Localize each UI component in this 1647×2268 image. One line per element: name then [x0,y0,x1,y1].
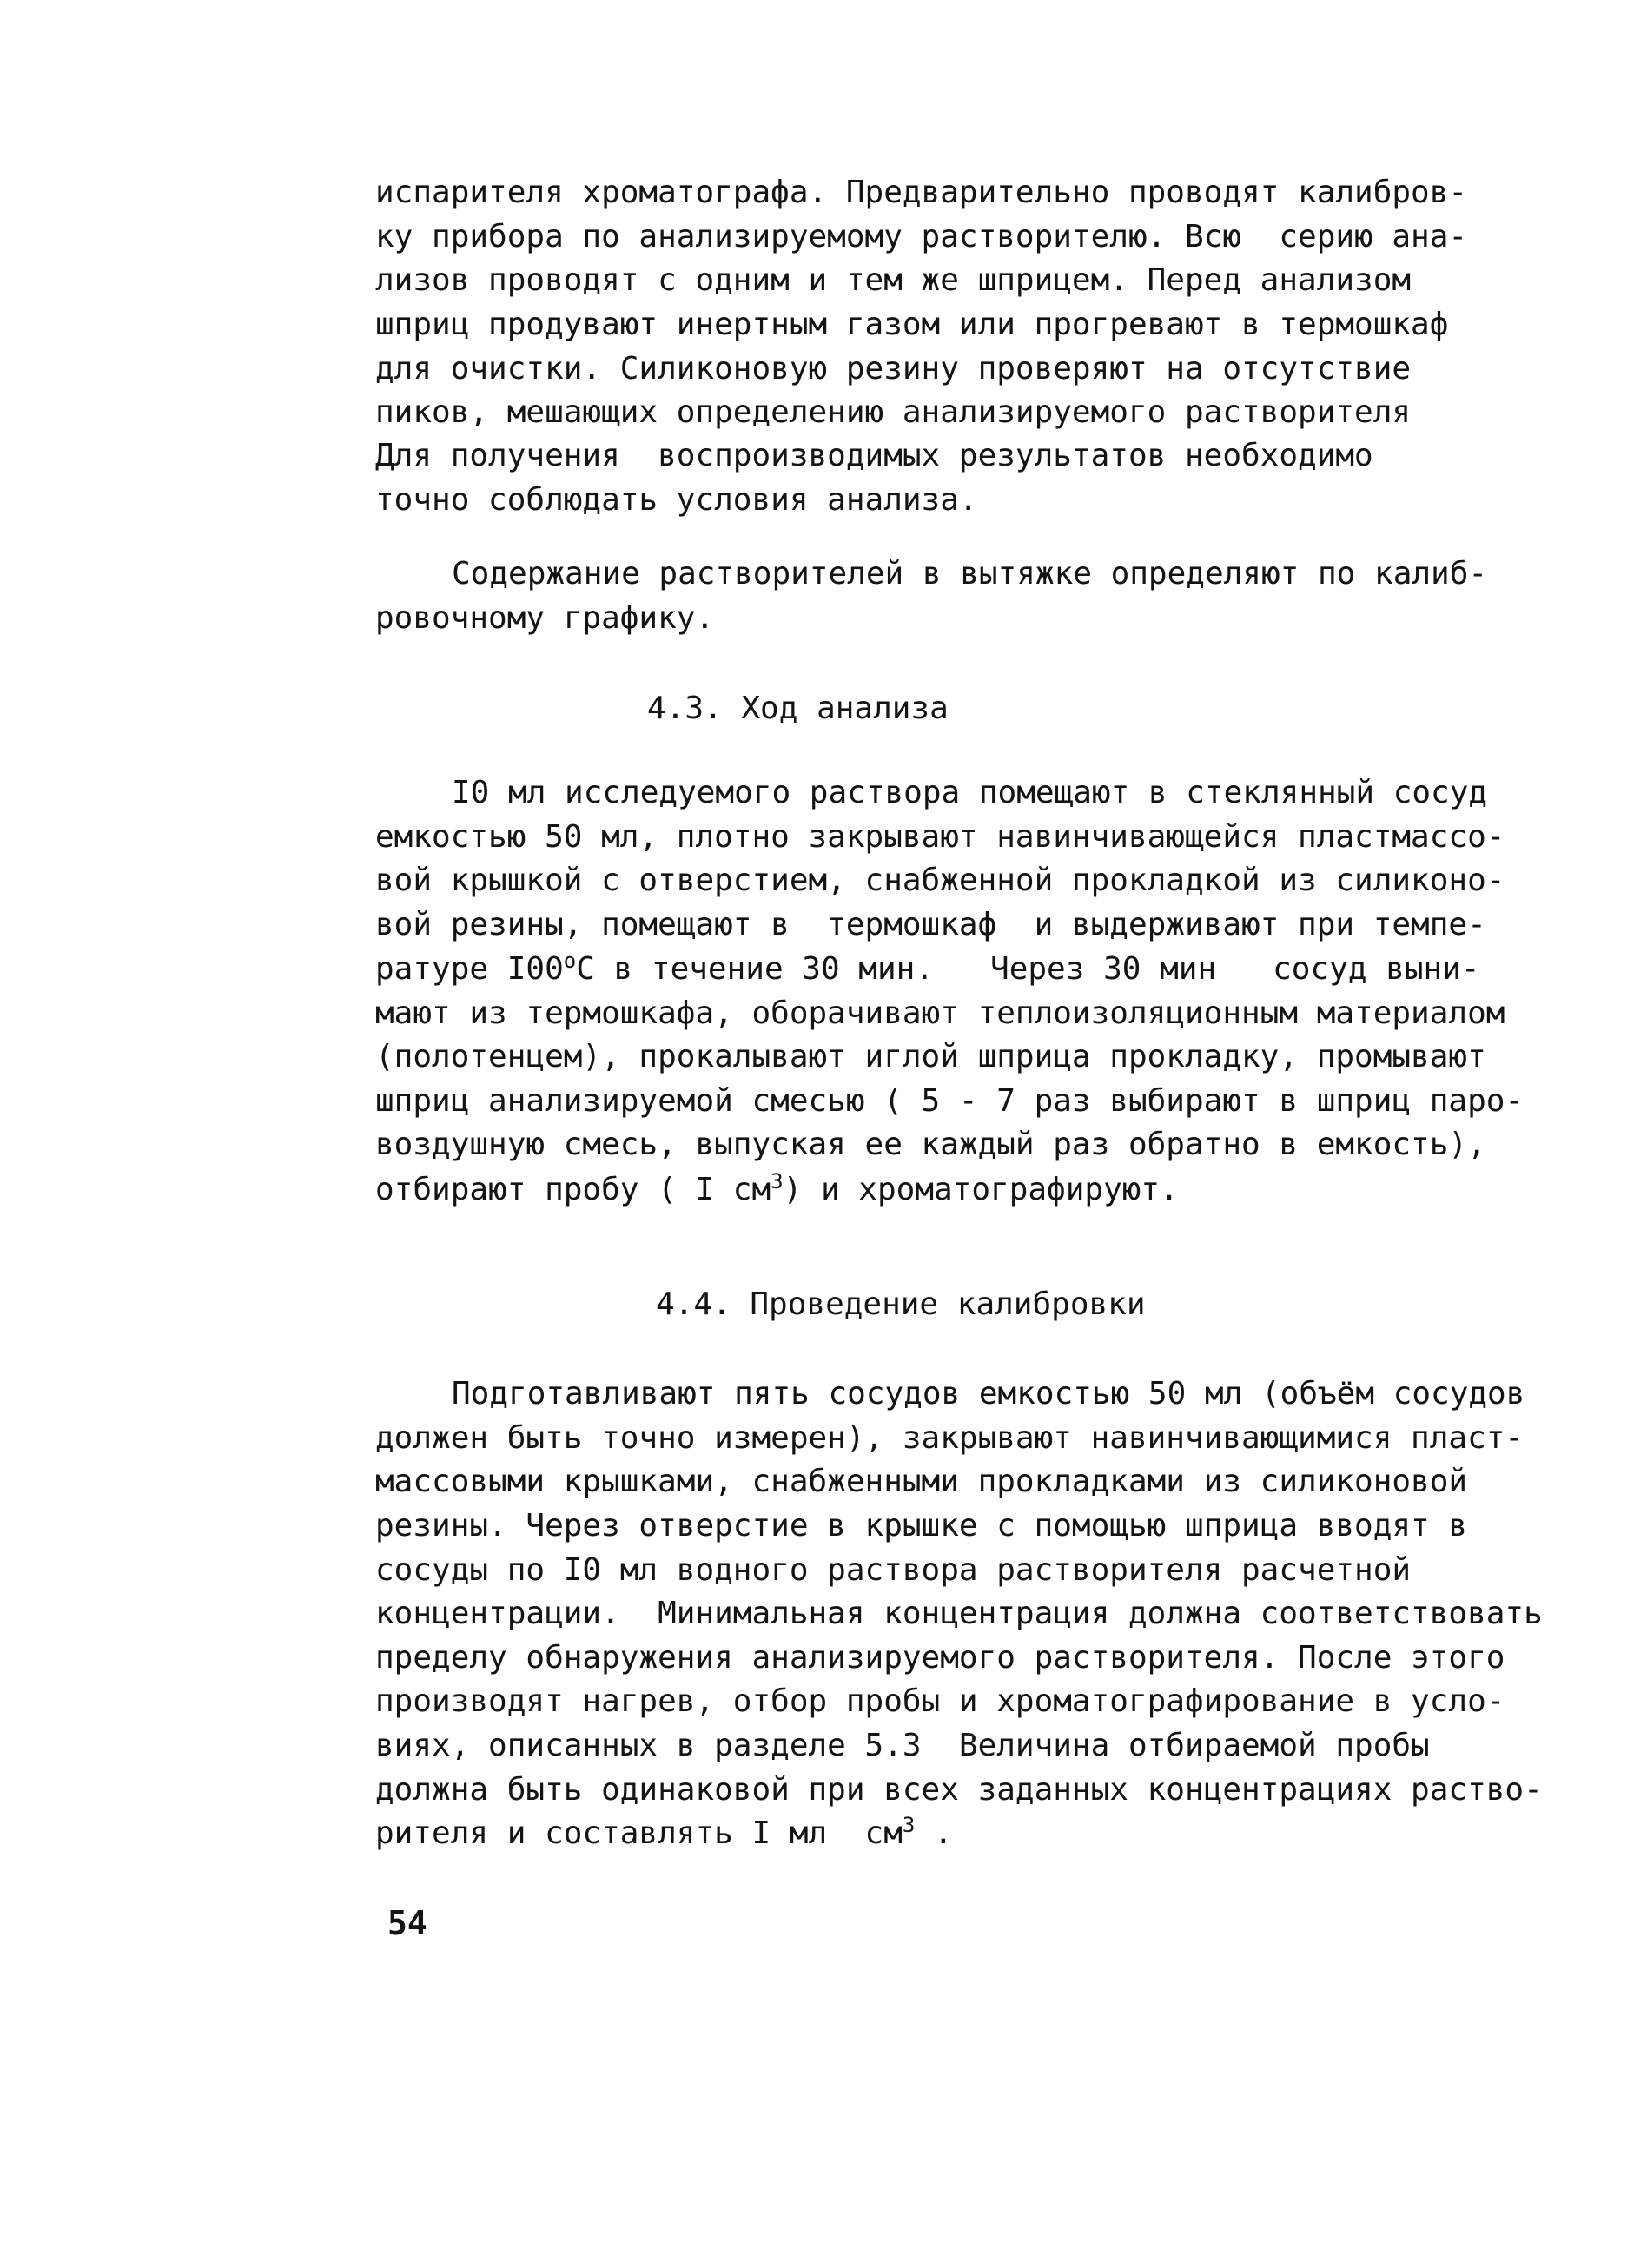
text-line: мают из термошкафа, оборачивают теплоизоляционным материалом [375,995,1505,1031]
text-line: точно соблюдать условия анализа. [375,482,978,518]
text-line: I0 мл исследуемого раствора помещают в стеклянный сосуд [452,775,1488,810]
text-line: пределу обнаружения анализируемого растворителя. После этого [375,1640,1505,1676]
text-line: воздушную смесь, выпуская ее каждый раз обратно в емкость), [375,1127,1486,1162]
text-line: Для получения воспроизводимых результатов необходимо [375,438,1373,473]
text-line: ку прибора по анализируемому растворителю. Всю серию ана- [375,219,1468,255]
text-line: испарителя хроматографа. Предварительно проводят калибров- [375,175,1468,210]
text-line [375,1171,1179,1209]
text-line: концентрации. Минимальная концентрация должна соответствовать [375,1596,1543,1631]
text-line [375,950,1480,989]
text-line: для очистки. Силиконовую резину проверяют на отсутствие [375,351,1412,387]
text-segment: ) и хроматографируют. [783,1172,1179,1207]
text-segment: рителя и составлять I мл см [375,1815,903,1851]
text-line: емкостью 50 мл, плотно закрывают навинчивающейся пластмассо- [375,819,1505,855]
text-line: шприц анализируемой смесью ( 5 - 7 раз выбирают в шприц паро- [375,1083,1525,1119]
text-line: ровочному графику. [375,600,715,636]
text-line: сосуды по I0 мл водного раствора растворителя расчетной [375,1552,1412,1588]
text-line: массовыми крышками, снабженными прокладками из силиконовой [375,1464,1468,1499]
section-heading: 4.4. Проведение калибровки [656,1286,1146,1322]
text-line: виях, описанных в разделе 5.3 Величина отбираемой пробы [375,1728,1430,1763]
cubic-superscript: 3 [771,1169,784,1194]
text-line: (полотенцем), прокалывают иглой шприца прокладку, промывают [375,1039,1486,1074]
text-line [375,1815,953,1853]
text-line: должен быть точно измерен), закрывают навинчивающимися пласт- [375,1420,1525,1456]
text-line: шприц продувают инертным газом или прогревают в термошкаф [375,307,1449,342]
degree-superscript: о [563,949,577,973]
page-number: 54 [387,1904,427,1942]
text-line: лизов проводят с одним и тем же шприцем. Перед анализом [375,262,1412,298]
section-heading: 4.3. Ход анализа [647,691,949,726]
text-line: резины. Через отверстие в крышке с помощью шприца вводят в [375,1508,1468,1544]
text-line: производят нагрев, отбор пробы и хроматографирование в усло- [375,1683,1505,1719]
text-segment: . [915,1815,953,1851]
text-segment: отбирают пробу ( I см [375,1172,771,1207]
cubic-superscript: 3 [902,1813,916,1837]
text-line: должна быть одинаковой при всех заданных концентрациях раство- [375,1772,1543,1808]
text-line: вой резины, помещают в термошкаф и выдерживают при темпе- [375,907,1486,942]
text-line: Подготавливают пять сосудов емкостью 50 мл (объём сосудов [452,1376,1525,1412]
text-line: пиков, мешающих определению анализируемого растворителя [375,394,1412,430]
text-line: вой крышкой с отверстием, снабженной прокладкой из силиконо- [375,863,1505,898]
text-line: Содержание растворителей в вытяжке определяют по калиб- [452,556,1488,592]
text-segment: ратуре I00 [375,951,564,987]
text-segment: С в течение 30 мин. Через 30 мин сосуд выни- [576,951,1480,987]
